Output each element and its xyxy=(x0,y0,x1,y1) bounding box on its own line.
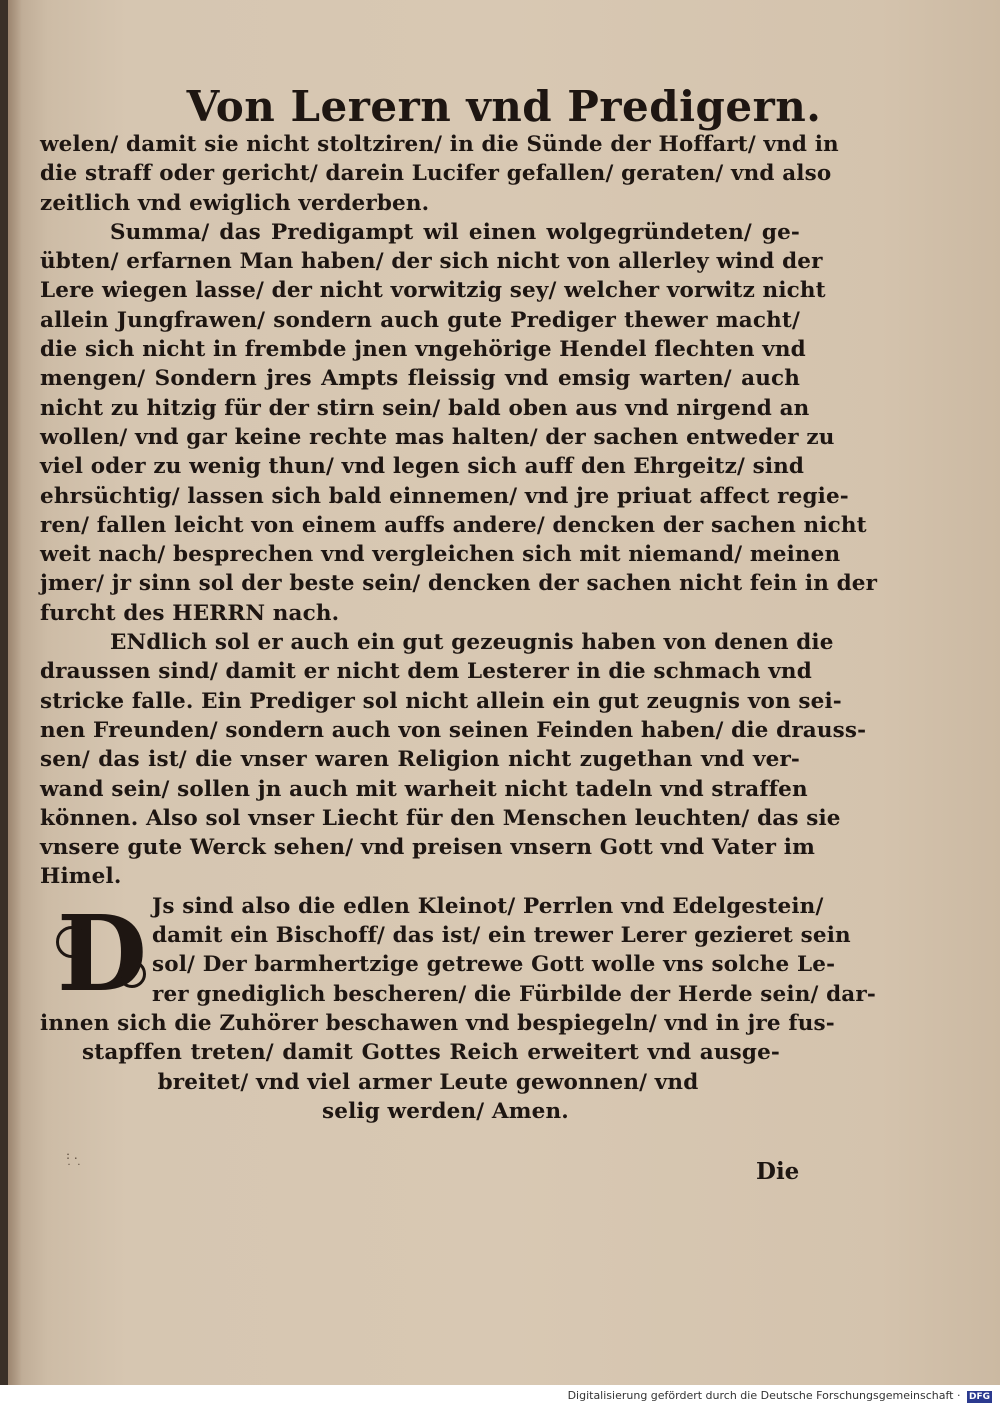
text-line: nen Freunden/ sondern auch von seinen Feinden haben/ die drauss- xyxy=(40,717,867,743)
text-line: ehrsüchtig/ lassen sich bald einnemen/ vnd jre priuat affect regie- xyxy=(40,483,849,509)
text-line: stapffen treten/ damit Gottes Reich erweitert vnd ausge- xyxy=(82,1040,780,1066)
body-text xyxy=(40,130,878,1126)
text-line: stricke falle. Ein Prediger sol nicht allein ein gut zeugnis von sei- xyxy=(40,688,842,714)
text-line: selig werden/ Amen. xyxy=(322,1098,569,1124)
text-line: nicht zu hitzig für der stirn sein/ bald oben aus vnd nirgend an xyxy=(40,395,810,421)
text-line: Summa/ das Predigampt wil einen wolgegründeten/ ge- xyxy=(110,219,800,245)
text-line: Himel. xyxy=(40,864,122,890)
text-line: ENdlich sol er auch ein gut gezeugnis haben von denen die xyxy=(110,630,834,656)
text-line: sol/ Der barmhertzige getrewe Gott wolle vns solche Le- xyxy=(152,952,836,978)
text-line: viel oder zu wenig thun/ vnd legen sich auff den Ehrgeitz/ sind xyxy=(40,454,805,480)
decorated-initial: D xyxy=(52,908,152,1000)
text-line: vnsere gute Werck sehen/ vnd preisen vnsern Gott vnd Vater im xyxy=(40,835,816,861)
text-line: die sich nicht in frembde jnen vngehörige Hendel flechten vnd xyxy=(40,337,806,363)
text-line: furcht des HERRN nach. xyxy=(40,600,340,626)
text-line: innen sich die Zuhörer beschawen vnd bespiegeln/ vnd in jre fus- xyxy=(40,1010,835,1036)
text-line: weit nach/ besprechen vnd vergleichen sich mit niemand/ meinen xyxy=(40,542,841,568)
text-line: wand sein/ sollen jn auch mit warheit nicht tadeln vnd straffen xyxy=(40,776,808,802)
catchword: Die xyxy=(756,1158,800,1185)
text-line: sen/ das ist/ die vnser waren Religion nicht zugethan vnd ver- xyxy=(40,747,800,773)
text-line: draussen sind/ damit er nicht dem Lesterer in die schmach vnd xyxy=(40,659,812,685)
running-header: Von Lerern vnd Predigern. xyxy=(186,82,822,131)
text-line: die straff oder gericht/ darein Lucifer gefallen/ geraten/ vnd also xyxy=(40,161,832,187)
text-line: Js sind also die edlen Kleinot/ Perrlen vnd Edelgestein/ xyxy=(152,893,824,919)
text-line: jmer/ jr sinn sol der beste sein/ dencken der sachen nicht fein in der xyxy=(40,571,878,597)
text-line: können. Also sol vnser Liecht für den Menschen leuchten/ das sie xyxy=(40,805,841,831)
text-line: allein Jungfrawen/ sondern auch gute Prediger thewer macht/ xyxy=(40,307,800,333)
book-page xyxy=(8,0,1000,1385)
paper-specks: : . ˙ ˙ xyxy=(66,1148,82,1176)
text-line: übten/ erfarnen Man haben/ der sich nicht von allerley wind der xyxy=(40,249,823,275)
text-line: rer gnediglich bescheren/ die Fürbilde der Herde sein/ dar- xyxy=(152,981,876,1007)
text-line: damit ein Bischoff/ das ist/ ein trewer Lerer gezieret sein xyxy=(152,923,851,949)
credit-text: Digitalisierung gefördert durch die Deutsche Forschungsgemeinschaft · xyxy=(567,1389,961,1402)
text-line: breitet/ vnd viel armer Leute gewonnen/ vnd xyxy=(157,1069,699,1095)
text-line: mengen/ Sondern jres Ampts fleissig vnd emsig warten/ auch xyxy=(40,366,800,392)
digitization-credit xyxy=(0,1386,992,1405)
text-line: Lere wiegen lasse/ der nicht vorwitzig sey/ welcher vorwitz nicht xyxy=(40,278,826,304)
text-line: wollen/ vnd gar keine rechte mas halten/ der sachen entweder zu xyxy=(40,424,835,450)
text-line: welen/ damit sie nicht stoltziren/ in die Sünde der Hoffart/ vnd in xyxy=(40,132,839,157)
text-line: zeitlich vnd ewiglich verderben. xyxy=(40,190,430,216)
text-line: ren/ fallen leicht von einem auffs andere/ dencken der sachen nicht xyxy=(40,512,867,538)
dfg-logo: DFG xyxy=(968,1392,990,1402)
